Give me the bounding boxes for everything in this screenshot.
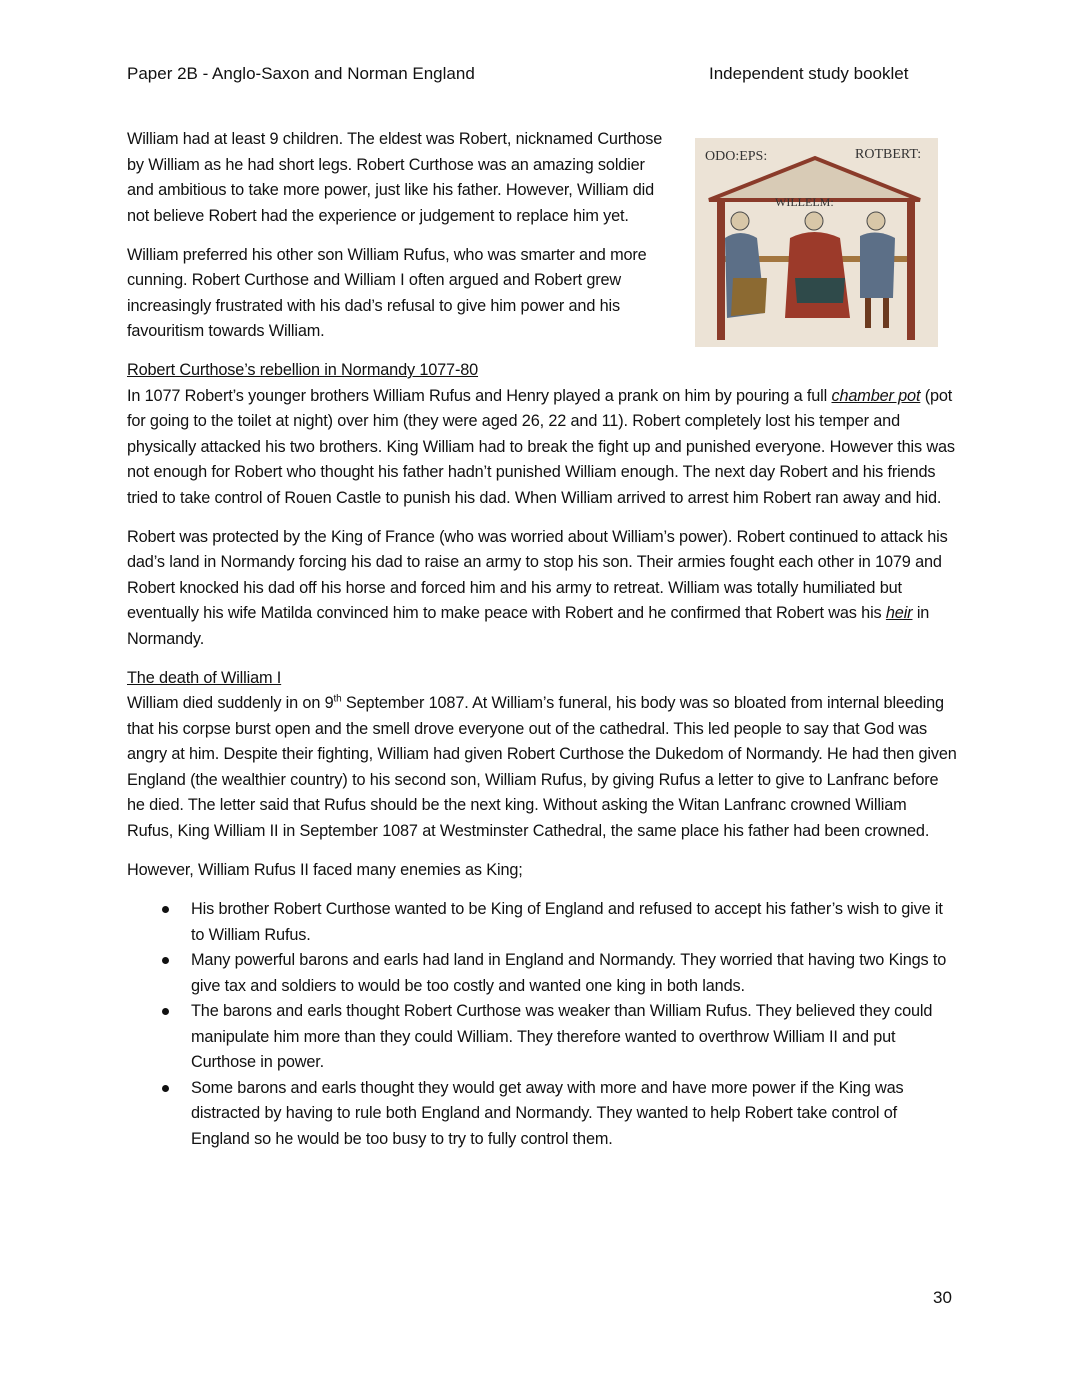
header-right: Independent study booklet [709,64,909,83]
keyword-heir: heir [885,604,913,622]
list-item: Some barons and earls thought they would get away with more and have more power if the King was distracted by having to rule both England and Normandy. They wanted to help Robert take control of England so he would be too busy to try to fully control them. [191,1076,957,1153]
image-label-rotbert: ROTBERT: [855,147,922,162]
rebellion-paragraph-1 [127,358,957,511]
text: in Normandy. [127,604,930,648]
text: (pot for going to the toilet at night) over him (they were aged 26, 22 and 11). Robert completely lost his temper and physically attacked his two brothers. King William had to break the fight up and punished everyone. However this was not enough for Robert who thought his father hadn’t punished William enough. The next day Robert and his friends tried to take control of Rouen Castle to punish his dad. When William arrived to arrest him Robert ran away and hid. [127,386,955,507]
list-item: His brother Robert Curthose wanted to be King of England and refused to accept his father’s wish to give it to William Rufus. [191,897,957,948]
list-item: Many powerful barons and earls had land in England and Normandy. They worried that having two Kings to give tax and soldiers to would be too costly and wanted one king in both lands. [191,948,957,999]
list-item: The barons and earls thought Robert Curthose was weaker than William Rufus. They believed they could manipulate him more than they could William. They therefore wanted to overthrow William II and put Curthose in power. [191,999,957,1076]
keyword-chamber-pot: chamber pot [831,386,921,405]
header-left: Paper 2B - Anglo-Saxon and Norman England [127,64,475,83]
text: William died suddenly in on 9 [127,694,334,712]
rebellion-paragraph-2 [127,525,957,653]
page-number: 30 [933,1288,952,1307]
death-paragraph-2: However, William Rufus II faced many enemies as King; [127,860,523,879]
text: September 1087. At William’s funeral, his body was so bloated from internal bleeding that his corpse burst open and the smell drove everyone out of the cathedral. This led people to say that God was angry at him. Despite their fighting, William had given Robert Curthose the Dukedom of Normandy. He had then given England (the wealthier country) to his second son, William Rufus, by giving Rufus a letter to give to Lanfranc before he died. The letter said that Rufus should be the next king. Without asking the Witan Lanfranc crowned William Rufus, King William II in September 1087 at Westminster Cathedral, the same place his father had been crowned. [127,694,957,840]
document-body [127,127,957,1152]
death-heading: The death of William I [127,668,282,687]
text: In 1077 Robert’s younger brothers William Rufus and Henry played a prank on him by pouring a full [127,386,832,405]
intro-paragraph-2: William preferred his other son William Rufus, who was smarter and more cunning. Robert Curthose and William I often argued and Robert grew increasingly frustrated with his dad’s refusal to give him power and his favouritism towards William. [127,245,647,340]
superscript: th [333,693,342,705]
image-label-odo: ODO:EPS: [705,149,768,164]
rebellion-heading: Robert Curthose’s rebellion in Normandy 1077-80 [127,361,479,379]
image-label-willelm: WILLELM: [775,195,834,209]
intro-paragraph-1: William had at least 9 children. The eldest was Robert, nicknamed Curthose by William as he had short legs. Robert Curthose was an amazing soldier and ambitious to take more power, just like his father. However, William did not believe Robert had the experience or judgement to replace him yet. [127,130,663,225]
death-paragraph-1 [127,666,957,845]
text: Robert was protected by the King of France (who was worried about William’s power). Robert continued to attack his dad’s land in Normandy forcing his dad to raise an army to stop his son. Their armies fought each other in 1079 and Robert knocked his dad off his horse and forced him and his army to retreat. William was totally humiliated but eventually his wife Matilda convinced him to make peace with Robert and he confirmed that Robert was his [127,527,948,622]
enemies-list [127,897,957,1152]
